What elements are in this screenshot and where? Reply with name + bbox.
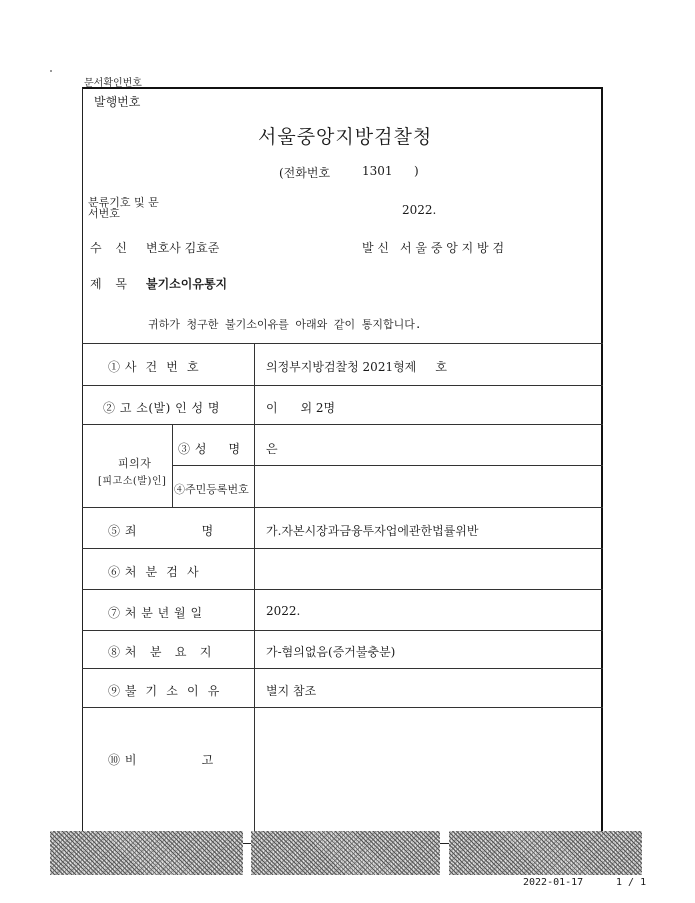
row-line-9 xyxy=(82,707,603,708)
sender-label: 발 신 xyxy=(362,241,389,255)
resident-id-label: ④주민등록번호 xyxy=(174,483,249,496)
remark-label: ⑩ 비 고 xyxy=(108,753,214,767)
row-line-1 xyxy=(82,385,603,386)
sender-value: 서 울 중 앙 지 방 검 xyxy=(400,241,505,255)
subject-value: 불기소이유통지 xyxy=(146,277,228,291)
footer-page: 1 / 1 xyxy=(616,877,647,888)
suspect-sub-label: [피고소(발)인] xyxy=(98,476,167,487)
subject-label: 제 목 xyxy=(90,277,127,291)
scan-barcode-left xyxy=(50,831,243,875)
scan-barcode-middle xyxy=(251,831,440,875)
table-top-line xyxy=(82,343,603,344)
suspect-divider xyxy=(172,424,173,507)
row-line-5 xyxy=(82,548,603,549)
complainant-value: 이 외 2명 xyxy=(266,401,336,415)
name-value: 은 xyxy=(266,442,278,456)
crime-value: 가.자본시장과금융투자업에관한법률위반 xyxy=(266,524,479,538)
recipient-value: 변호사 김효준 xyxy=(146,241,220,255)
page-title: 서울중앙지방검찰청 xyxy=(258,126,433,148)
row-line-3 xyxy=(172,465,603,466)
phone-label: (전화번호 xyxy=(279,166,331,180)
non-prosecution-reason-value: 별지 참조 xyxy=(266,684,317,698)
disposition-date-label: ⑦ 처 분 년 월 일 xyxy=(108,606,203,620)
crime-label: ⑤ 죄 명 xyxy=(108,524,214,538)
disposition-date-value: 2022. xyxy=(266,604,301,618)
name-label: ③ 성 명 xyxy=(178,442,241,456)
phone-close: ) xyxy=(414,164,419,178)
label-divider xyxy=(254,343,255,844)
doc-check-label: 문서확인번호 xyxy=(84,78,142,89)
recipient-label: 수 신 xyxy=(90,241,127,255)
row-line-6 xyxy=(82,589,603,590)
issue-number-label: 발행번호 xyxy=(94,95,141,109)
scan-mark xyxy=(50,70,52,72)
case-number-value: 의정부지방검찰청 2021형제 호 xyxy=(266,360,447,374)
row-line-2 xyxy=(82,424,603,425)
disposition-summary-value: 가-혐의없음(증거불충분) xyxy=(266,645,396,659)
row-line-4 xyxy=(82,507,603,508)
row-line-8 xyxy=(82,668,603,669)
prosecutor-label: ⑥ 처 분 검 사 xyxy=(108,565,200,579)
suspect-label: 피의자 xyxy=(118,457,152,470)
scan-barcode-right xyxy=(449,831,642,875)
row-line-7 xyxy=(82,630,603,631)
non-prosecution-reason-label: ⑨ 불 기 소 이 유 xyxy=(108,684,220,698)
disposition-summary-label: ⑧ 처 분 요 지 xyxy=(108,645,213,659)
complainant-label: ② 고 소(발) 인 성 명 xyxy=(103,401,220,415)
phone-number: 1301 xyxy=(362,164,393,178)
case-number-label: ① 사 건 번 호 xyxy=(108,360,200,374)
footer-date: 2022-01-17 xyxy=(523,877,584,888)
document-date: 2022. xyxy=(402,203,437,217)
classification-label: 분류기호 및 문서번호 xyxy=(88,196,159,220)
intro-text: 귀하가 청구한 불기소이유를 아래와 같이 통지합니다. xyxy=(148,318,422,331)
